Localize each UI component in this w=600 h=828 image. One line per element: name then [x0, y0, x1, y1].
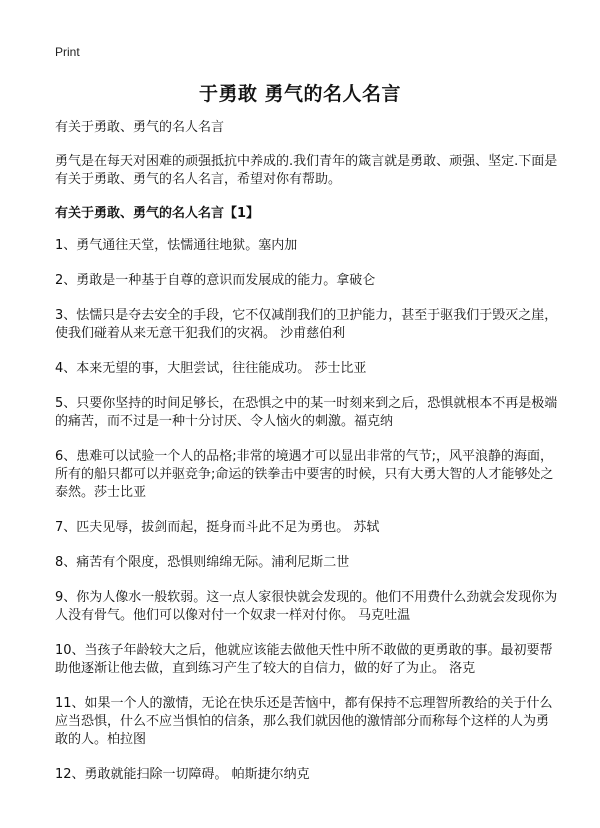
quote-item-3: 3、怯懦只是夺去安全的手段，它不仅减削我们的卫护能力，甚至于驱我们于毁灭之崖，使我们碰着从来无意干犯我们的灾祸。 沙甫慈伯利 — [55, 308, 558, 341]
print-link[interactable]: Print — [55, 45, 80, 59]
article-subtitle: 有关于勇敢、勇气的名人名言 — [55, 120, 225, 135]
quote-item-7: 7、匹夫见辱，拔剑而起，挺身而斗此不足为勇也。 苏轼 — [55, 520, 380, 535]
quote-item-8: 8、痛苦有个限度，恐惧则绵绵无际。浦利尼斯二世 — [55, 555, 350, 570]
quote-item-1: 1、勇气通往天堂，怯懦通往地狱。塞内加 — [55, 238, 298, 253]
page-title: 于勇敢 勇气的名人名言 — [198, 83, 402, 105]
quote-item-4: 4、本来无望的事，大胆尝试，往往能成功。 莎士比亚 — [55, 361, 367, 376]
quote-item-11: 11、如果一个人的激情，无论在快乐还是苦恼中，都有保持不忘理智所教给的关于什么应当恐惧，什么不应当惧怕的信条，那么我们就因他的激情部分而称每个这样的人为勇敢的人。柏拉图 — [55, 696, 553, 747]
article-intro: 勇气是在每天对困难的顽强抵抗中养成的.我们青年的箴言就是勇敢、顽强、坚定.下面是有关于勇敢、勇气的名人名言，希望对你有帮助。 — [55, 154, 558, 187]
quote-item-10: 10、当孩子年龄较大之后，他就应该能去做他天性中所不敢做的更勇敢的事。最初要帮助他逐渐让他去做，直到练习产生了较大的自信力，做的好了为止。 洛克 — [55, 643, 553, 676]
quote-item-12: 12、勇敢就能扫除一切障碍。 帕斯捷尔纳克 — [55, 767, 310, 782]
section-heading: 有关于勇敢、勇气的名人名言【1】 — [55, 206, 260, 221]
quote-item-2: 2、勇敢是一种基于自尊的意识而发展成的能力。拿破仑 — [55, 273, 376, 288]
quote-item-5: 5、只要你坚持的时间足够长，在恐惧之中的某一时刻来到之后，恐惧就根本不再是极端的痛苦，而不过是一种十分讨厌、令人恼火的刺激。福克纳 — [55, 396, 558, 429]
quote-item-6: 6、患难可以试验一个人的品格;非常的境遇才可以显出非常的气节;，风平浪静的海面，所有的船只都可以并驱竞争;命运的铁拳击中要害的时候，只有大勇大智的人才能够处之泰然。莎士比亚 — [55, 449, 554, 500]
quote-item-9: 9、你为人像水一般软弱。这一点人家很快就会发现的。他们不用费什么劲就会发现你为人没有骨气。他们可以像对付一个奴隶一样对付你。 马克吐温 — [55, 590, 558, 623]
article-body — [55, 119, 560, 801]
